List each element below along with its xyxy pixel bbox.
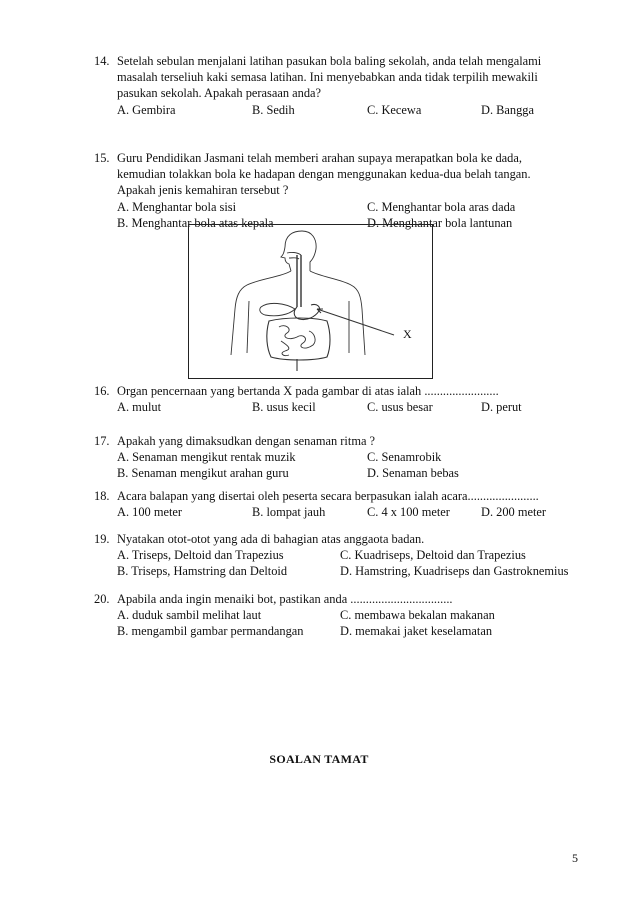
digestive-system-figure bbox=[188, 224, 433, 379]
option-b[interactable]: B. Triseps, Hamstring dan Deltoid bbox=[117, 564, 288, 579]
question-15 bbox=[94, 150, 614, 231]
question-18 bbox=[94, 488, 614, 520]
option-b[interactable]: B. Senaman mengikut arahan guru bbox=[117, 466, 289, 481]
question-16 bbox=[94, 383, 614, 415]
question-stem bbox=[94, 150, 614, 199]
options-row bbox=[94, 465, 614, 481]
option-c[interactable]: C. Kecewa bbox=[367, 102, 422, 117]
page-number: 5 bbox=[572, 851, 578, 865]
options-row bbox=[94, 449, 614, 465]
question-stem bbox=[94, 591, 614, 607]
option-c[interactable]: C. membawa bekalan makanan bbox=[340, 608, 495, 623]
option-a[interactable]: A. Gembira bbox=[117, 102, 176, 117]
option-c[interactable]: C. Menghantar bola aras dada bbox=[367, 199, 516, 214]
option-b[interactable]: B. Sedih bbox=[252, 102, 295, 117]
option-a[interactable]: A. Senaman mengikut rentak muzik bbox=[117, 450, 296, 465]
question-stem bbox=[94, 53, 614, 102]
question-number: 14. bbox=[94, 54, 110, 68]
marker-x-label: X bbox=[403, 327, 412, 341]
option-a[interactable]: A. Triseps, Deltoid dan Trapezius bbox=[117, 548, 284, 563]
question-number: 18. bbox=[94, 489, 110, 503]
digestive-system-diagram-icon bbox=[189, 225, 433, 379]
option-c[interactable]: C. usus besar bbox=[367, 400, 433, 415]
stem-line: Apakah jenis kemahiran tersebut ? bbox=[117, 183, 289, 198]
options-row bbox=[94, 607, 614, 623]
question-stem bbox=[94, 383, 614, 399]
stem-line: Nyatakan otot-otot yang ada di bahagian atas anggaota badan. bbox=[117, 532, 425, 546]
question-stem bbox=[94, 433, 614, 449]
stem-line: kemudian tolakkan bola ke hadapan dengan menggunakan kedua-dua belah tangan. bbox=[117, 167, 531, 182]
question-number: 16. bbox=[94, 384, 110, 398]
question-19 bbox=[94, 531, 614, 580]
stem-line: Apakah yang dimaksudkan dengan senaman ritma ? bbox=[117, 434, 376, 448]
option-b[interactable]: B. lompat jauh bbox=[252, 505, 326, 520]
option-d[interactable]: D. Hamstring, Kuadriseps dan Gastroknemius bbox=[340, 564, 569, 579]
option-d[interactable]: D. Menghantar bola lantunan bbox=[367, 215, 513, 230]
option-c[interactable]: C. Kuadriseps, Deltoid dan Trapezius bbox=[340, 548, 526, 563]
option-b[interactable]: B. mengambil gambar permandangan bbox=[117, 624, 304, 639]
stem-line: Apabila anda ingin menaiki bot, pastikan anda ................................. bbox=[117, 592, 453, 606]
option-c[interactable]: C. Senamrobik bbox=[367, 450, 442, 465]
options-row bbox=[94, 102, 614, 118]
question-17 bbox=[94, 433, 614, 482]
question-number: 20. bbox=[94, 592, 110, 606]
option-c[interactable]: C. 4 x 100 meter bbox=[367, 505, 450, 520]
stem-line: pasukan sekolah. Apakah perasaan anda? bbox=[117, 86, 322, 101]
stem-line: masalah terseliuh kaki semasa latihan. Ini menyebabkan anda tidak terpilih mewakili bbox=[117, 70, 538, 85]
option-a[interactable]: A. mulut bbox=[117, 400, 162, 415]
options-row bbox=[94, 199, 614, 215]
options-row bbox=[94, 623, 614, 639]
options-row bbox=[94, 547, 614, 563]
option-d[interactable]: D. memakai jaket keselamatan bbox=[340, 624, 493, 639]
option-a[interactable]: A. 100 meter bbox=[117, 505, 183, 520]
stem-line: Guru Pendidikan Jasmani telah memberi arahan supaya merapatkan bola ke dada, bbox=[117, 151, 522, 165]
question-14 bbox=[94, 53, 614, 118]
option-d[interactable]: D. 200 meter bbox=[481, 505, 547, 520]
question-stem bbox=[94, 531, 614, 547]
option-a[interactable]: A. Menghantar bola sisi bbox=[117, 199, 237, 214]
question-20 bbox=[94, 591, 614, 640]
question-stem bbox=[94, 488, 614, 504]
end-of-questions-heading: SOALAN TAMAT bbox=[269, 752, 369, 766]
options-row bbox=[94, 563, 614, 579]
stem-line: Setelah sebulan menjalani latihan pasukan bola baling sekolah, anda telah mengalami bbox=[117, 54, 542, 68]
question-number: 15. bbox=[94, 151, 110, 165]
question-number: 19. bbox=[94, 532, 110, 546]
option-b[interactable]: B. usus kecil bbox=[252, 400, 316, 415]
option-d[interactable]: D. Senaman bebas bbox=[367, 466, 459, 481]
stem-line: Organ pencernaan yang bertanda X pada gambar di atas ialah ........................ bbox=[117, 384, 499, 398]
option-a[interactable]: A. duduk sambil melihat laut bbox=[117, 608, 262, 623]
option-d[interactable]: D. Bangga bbox=[481, 102, 534, 117]
question-number: 17. bbox=[94, 434, 110, 448]
option-b[interactable]: B. Menghantar bola atas kepala bbox=[117, 215, 274, 230]
option-d[interactable]: D. perut bbox=[481, 400, 522, 415]
options-row bbox=[94, 399, 614, 415]
stem-line: Acara balapan yang disertai oleh peserta secara berpasukan ialah acara....................... bbox=[117, 489, 539, 503]
options-row bbox=[94, 504, 614, 520]
